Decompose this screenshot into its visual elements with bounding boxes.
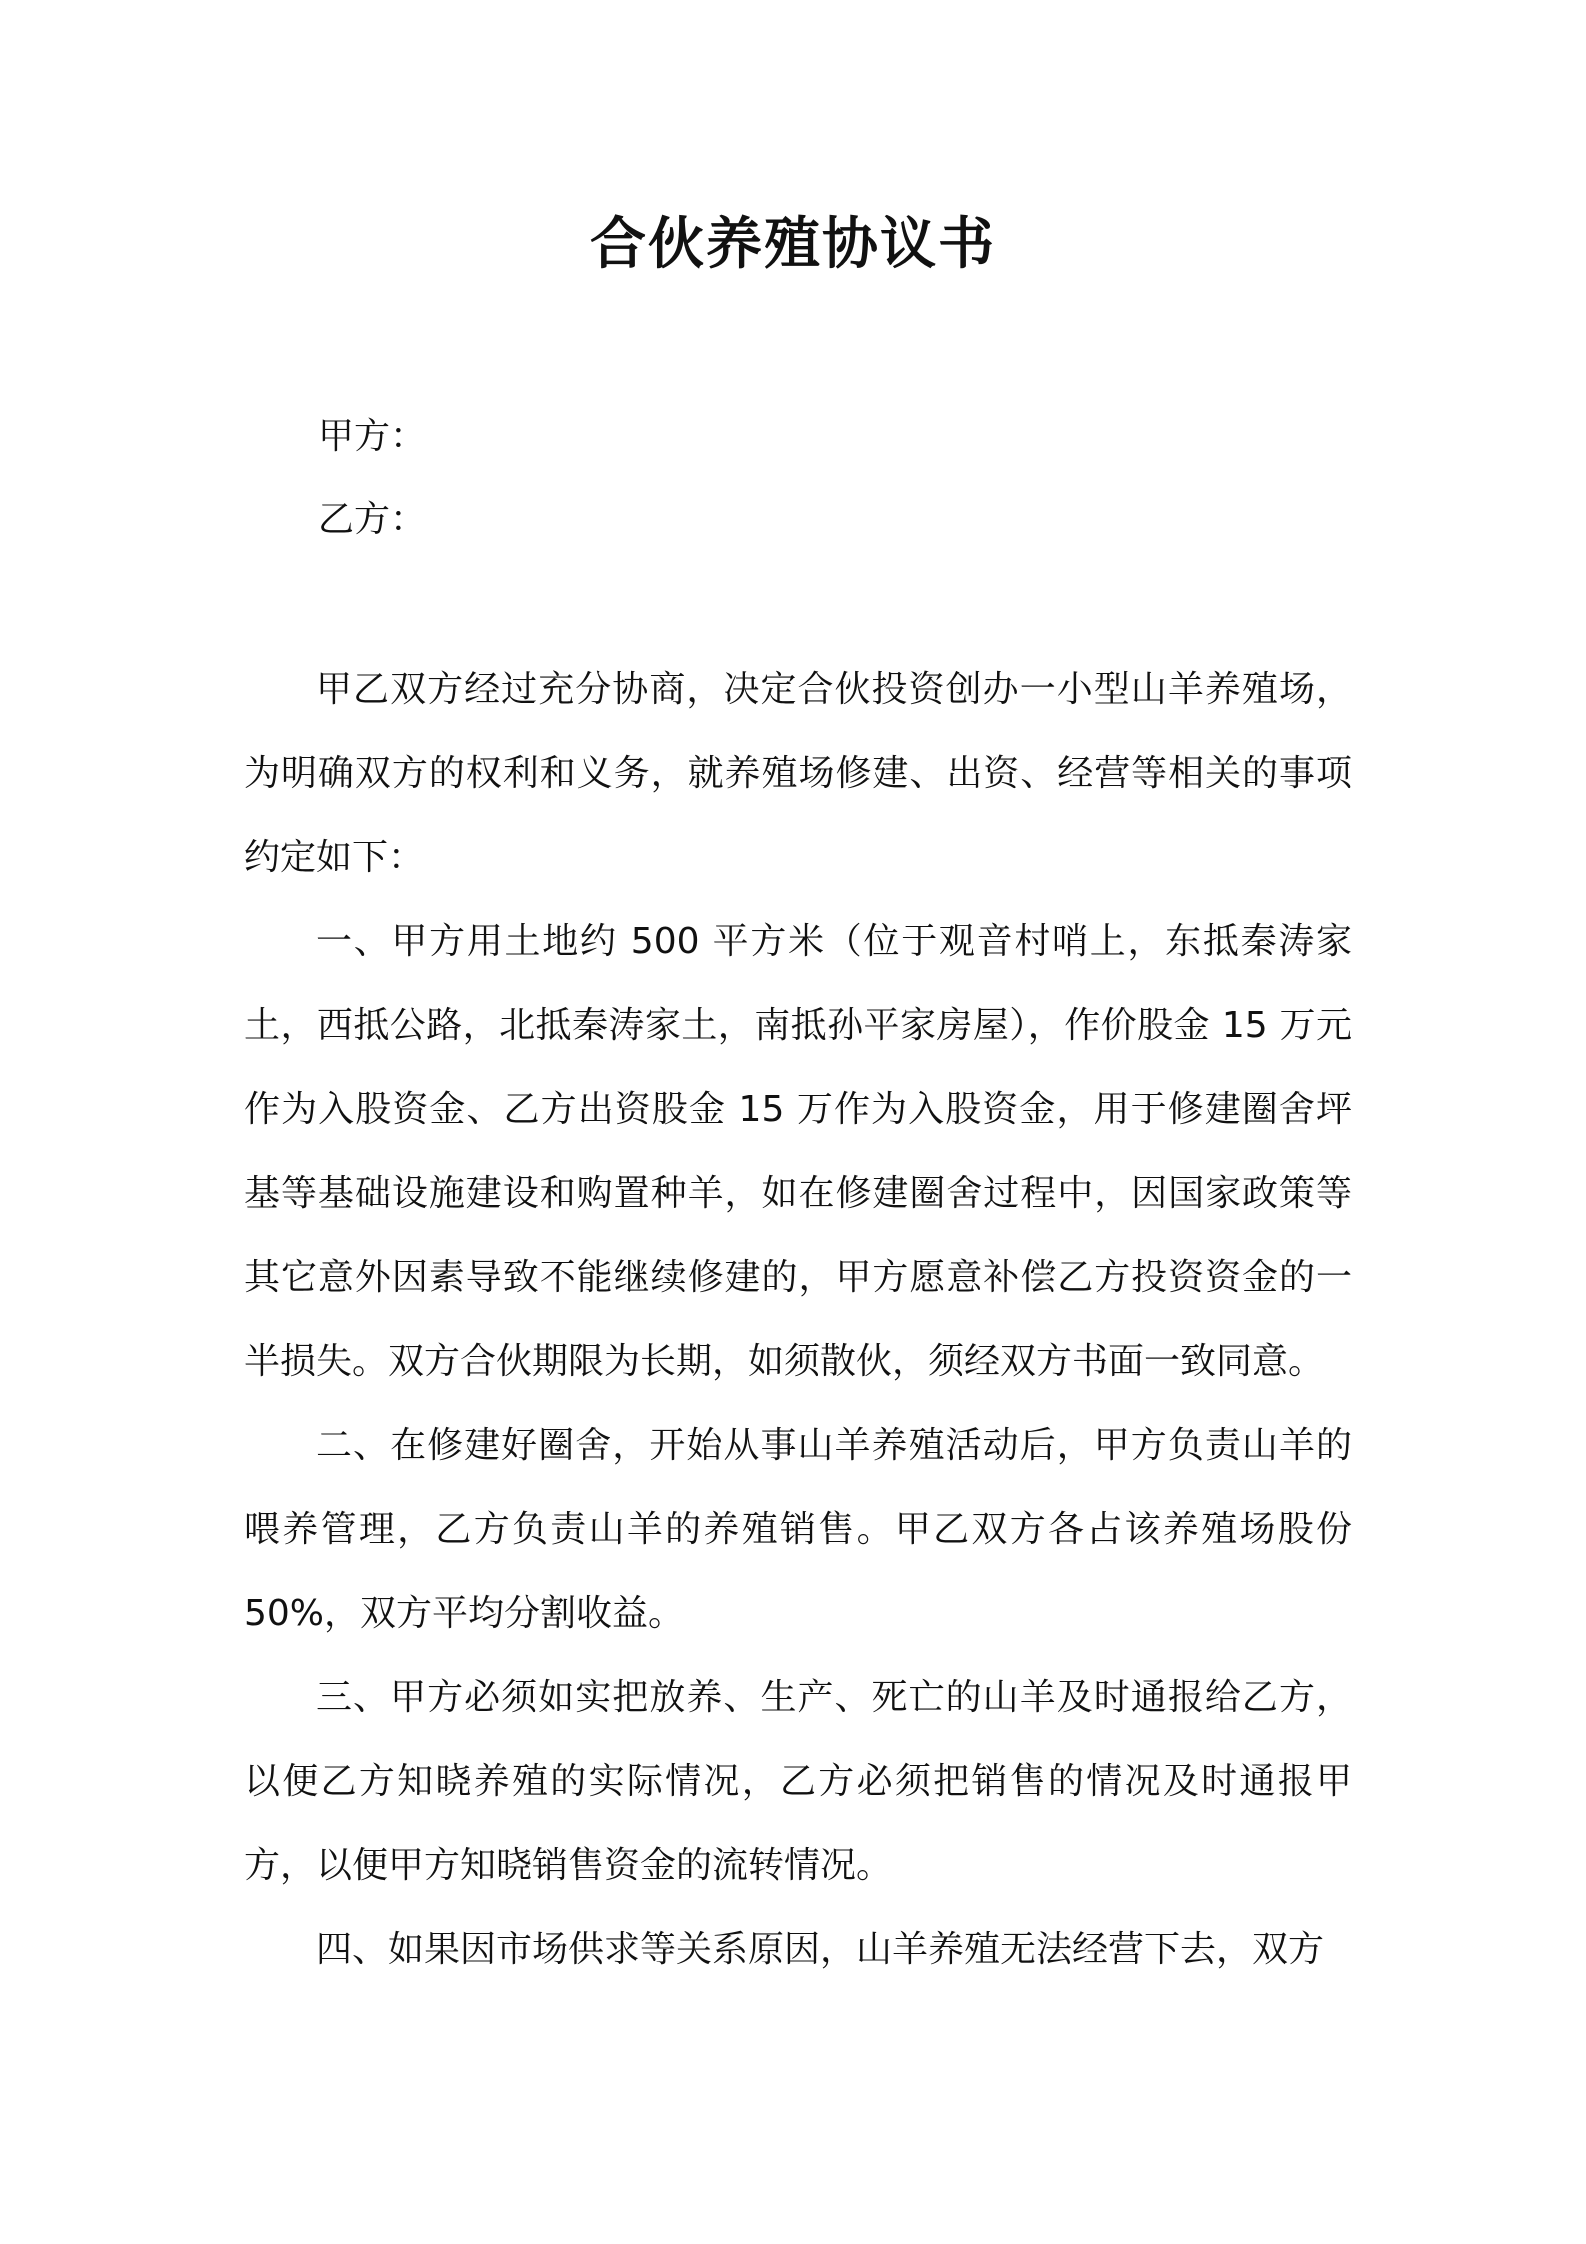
clause-4-paragraph: 四、如果因市场供求等关系原因，山羊养殖无法经营下去，双方 xyxy=(316,1929,1325,1970)
document-title: 合伙养殖协议书 xyxy=(590,212,996,277)
clause-1-paragraph: 一、甲方用土地约 500 平方米（位于观音村哨上，东抵秦涛家土，西抵公路，北抵秦涛家土，南抵孙平家房屋），作价股金 15 万元作为入股资金、乙方出资股金 15 万作为入股资金，用于修建圈舍坪基等基础设施建设和购置种羊，如在修建圈舍过程中，因国家政策等其它意外因素导致不能继续修建的，甲方愿意补偿乙方投资资金的一半损失。双方合伙期限为长期，如须散伙，须经双方书面一致同意。 xyxy=(244,921,1352,1382)
party-a-label: 甲方： xyxy=(318,416,427,457)
agreement-body xyxy=(244,648,1352,1992)
intro-paragraph: 甲乙双方经过充分协商，决定合伙投资创办一小型山羊养殖场，为明确双方的权利和义务，就养殖场修建、出资、经营等相关的事项约定如下： xyxy=(244,669,1352,878)
clause-2-paragraph: 二、在修建好圈舍，开始从事山羊养殖活动后，甲方负责山羊的喂养管理，乙方负责山羊的养殖销售。甲乙双方各占该养殖场股份 50%，双方平均分割收益。 xyxy=(244,1425,1352,1634)
clause-3-paragraph: 三、甲方必须如实把放养、生产、死亡的山羊及时通报给乙方，以便乙方知晓养殖的实际情况，乙方必须把销售的情况及时通报甲方，以便甲方知晓销售资金的流转情况。 xyxy=(244,1677,1352,1886)
party-b-label: 乙方： xyxy=(318,499,427,540)
